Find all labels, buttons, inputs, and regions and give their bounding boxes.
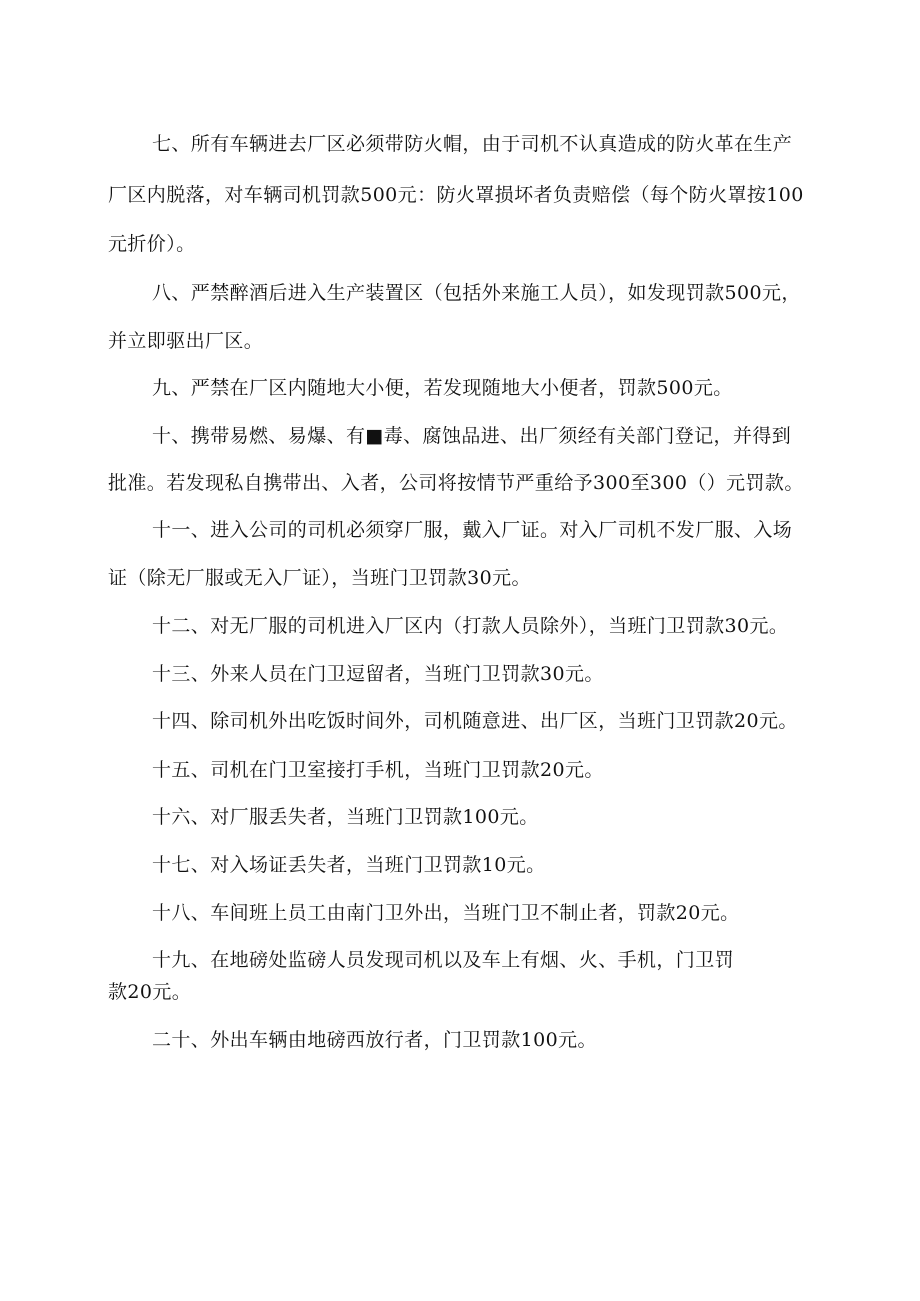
text-line: 十三、外来人员在门卫逗留者，当班门卫罚款30元。 <box>152 663 604 685</box>
text-line: 八、严禁醉酒后进入生产装置区（包括外来施工人员），如发现罚款500元， <box>152 282 801 304</box>
text-line: 并立即驱出厂区。 <box>108 330 264 352</box>
text-line: 十七、对入场证丢失者，当班门卫罚款10元。 <box>152 854 546 876</box>
text-line: 七、所有车辆进去厂区必须带防火帽，由于司机不认真造成的防火革在生产 <box>152 133 793 155</box>
text-line: 十四、除司机外出吃饭时间外，司机随意进、出厂区，当班门卫罚款20元。 <box>152 710 798 732</box>
text-line: 十五、司机在门卫室接打手机，当班门卫罚款20元。 <box>152 759 604 781</box>
text-line: 款20元。 <box>108 981 192 1003</box>
text-line: 九、严禁在厂区内随地大小便，若发现随地大小便者，罚款500元。 <box>152 377 733 399</box>
text-line: 十一、进入公司的司机必须穿厂服，戴入厂证。对入厂司机不发厂服、入场 <box>152 519 793 541</box>
text-line: 二十、外出车辆由地磅西放行者，门卫罚款100元。 <box>152 1029 597 1051</box>
text-line: 十二、对无厂服的司机进入厂区内（打款人员除外），当班门卫罚款30元。 <box>152 615 789 637</box>
text-line: 十、携带易燃、易爆、有■毒、腐蚀品进、出厂须经有关部门登记，并得到 <box>152 425 792 447</box>
text-line: 批准。若发现私自携带出、入者，公司将按情节严重给予300至300（）元罚款。 <box>108 472 804 494</box>
text-line: 十八、车间班上员工由南门卫外出，当班门卫不制止者，罚款20元。 <box>152 902 740 924</box>
text-line: 证（除无厂服或无入厂证），当班门卫罚款30元。 <box>108 567 531 589</box>
text-line: 十九、在地磅处监磅人员发现司机以及车上有烟、火、手机，门卫罚 <box>152 949 735 971</box>
text-line: 十六、对厂服丢失者，当班门卫罚款100元。 <box>152 806 539 828</box>
text-line: 元折价）。 <box>108 233 196 255</box>
text-line: 厂区内脱落，对车辆司机罚款500元：防火罩损坏者负责赔偿（每个防火罩按100 <box>108 184 804 206</box>
